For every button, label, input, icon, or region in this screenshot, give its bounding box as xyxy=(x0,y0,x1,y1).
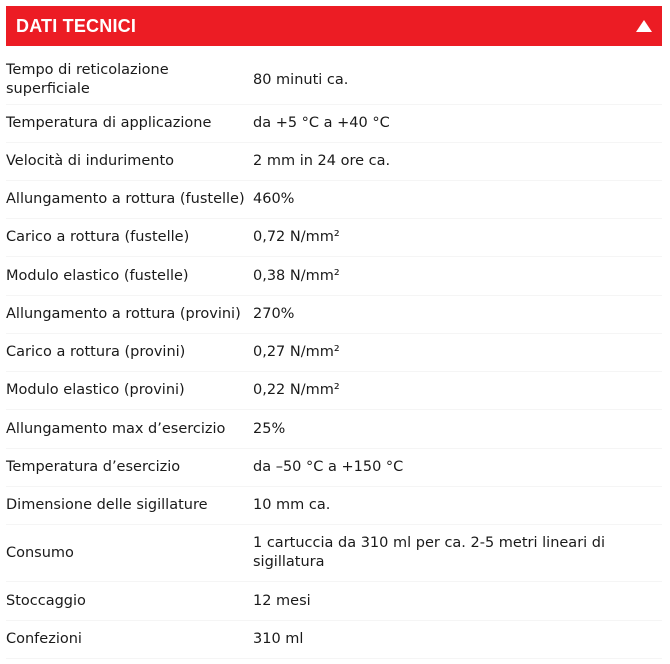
spec-row xyxy=(6,105,662,143)
triangle-up-icon[interactable] xyxy=(636,20,652,32)
spec-value: 10 mm ca. xyxy=(253,497,331,513)
spec-row xyxy=(6,487,662,525)
spec-label: Velocità di indurimento xyxy=(6,153,175,169)
spec-row xyxy=(6,257,662,296)
spec-row xyxy=(6,582,662,621)
spec-row xyxy=(6,410,662,449)
spec-label: Temperatura d’esercizio xyxy=(6,459,181,475)
spec-value: 0,27 N/mm² xyxy=(253,344,340,360)
spec-value: 0,22 N/mm² xyxy=(253,382,340,398)
spec-row xyxy=(6,143,662,181)
spec-value: 0,72 N/mm² xyxy=(253,229,340,245)
spec-label: Dimensione delle sigillature xyxy=(6,497,208,513)
spec-value: 80 minuti ca. xyxy=(253,71,349,88)
spec-value: 460% xyxy=(253,191,295,207)
spec-value: 270% xyxy=(253,306,295,322)
spec-value: 2 mm in 24 ore ca. xyxy=(253,153,391,169)
section-title: DATI TECNICI xyxy=(16,15,137,36)
spec-row xyxy=(6,621,662,659)
spec-value: 12 mesi xyxy=(253,592,311,609)
spec-label: Allungamento a rottura (provini) xyxy=(6,306,241,322)
spec-value: 1 cartuccia da 310 ml per ca. 2-5 metri lineari di sigillatura xyxy=(253,535,606,570)
spec-label: Temperatura di applicazione xyxy=(6,115,212,131)
spec-row xyxy=(6,525,662,582)
section-header[interactable] xyxy=(6,6,662,46)
spec-value: da –50 °C a +150 °C xyxy=(253,459,404,475)
specs-table xyxy=(6,56,662,659)
technical-data-panel xyxy=(6,6,662,659)
spec-row xyxy=(6,56,662,105)
spec-label: Confezioni xyxy=(6,631,82,647)
spec-row xyxy=(6,334,662,372)
spec-row xyxy=(6,296,662,334)
spec-label: Carico a rottura (provini) xyxy=(6,344,186,360)
spec-label: Allungamento a rottura (fustelle) xyxy=(6,191,245,207)
spec-row xyxy=(6,449,662,487)
spec-label: Tempo di reticolazione superficiale xyxy=(6,62,169,97)
spec-row xyxy=(6,372,662,410)
spec-label: Allungamento max d’esercizio xyxy=(6,420,226,437)
spec-value: da +5 °C a +40 °C xyxy=(253,115,390,131)
spec-label: Consumo xyxy=(6,544,74,561)
spec-label: Carico a rottura (fustelle) xyxy=(6,229,190,245)
spec-value: 25% xyxy=(253,420,286,437)
spec-label: Modulo elastico (provini) xyxy=(6,382,185,398)
spec-label: Modulo elastico (fustelle) xyxy=(6,267,189,284)
spec-row xyxy=(6,181,662,219)
spec-value: 0,38 N/mm² xyxy=(253,267,340,284)
spec-label: Stoccaggio xyxy=(6,592,86,609)
spec-value: 310 ml xyxy=(253,631,304,647)
spec-row xyxy=(6,219,662,257)
